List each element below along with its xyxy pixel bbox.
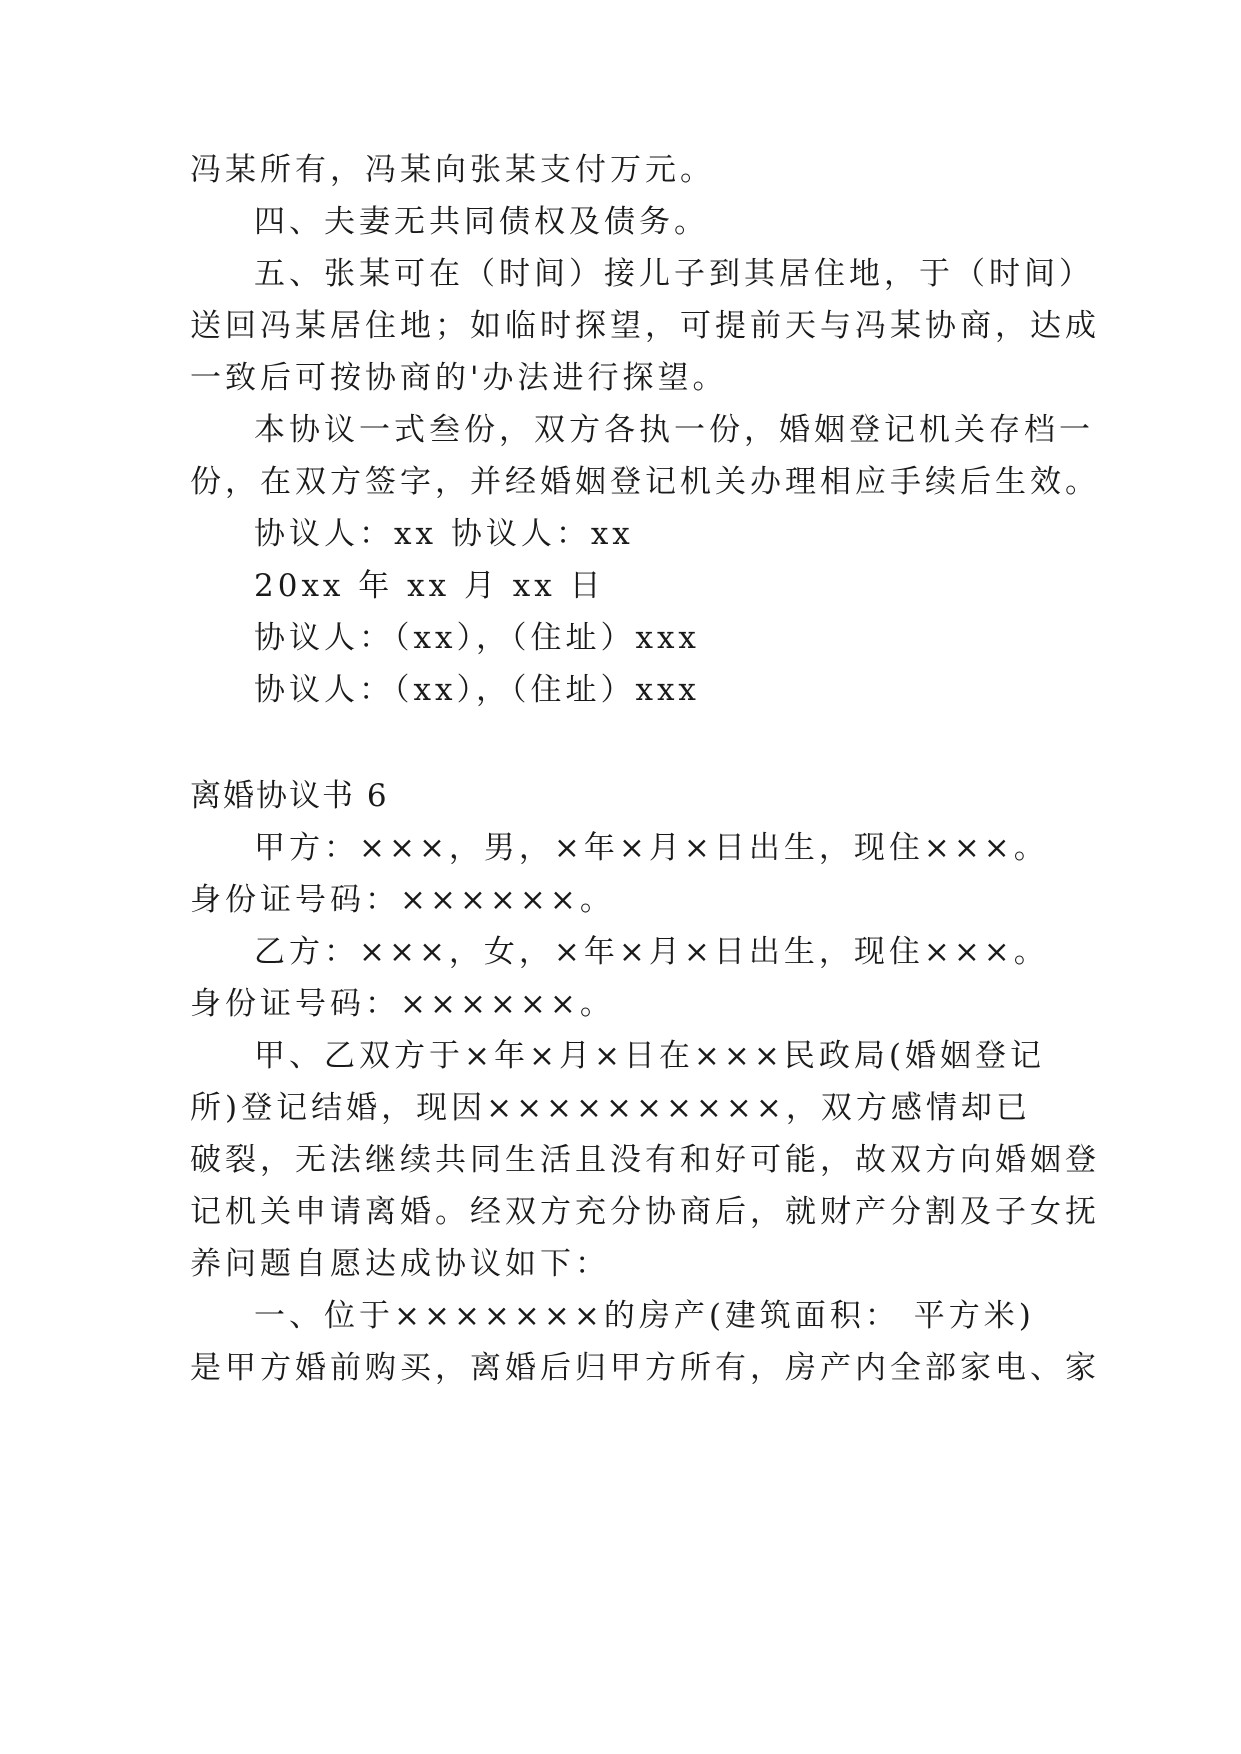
paragraph-line: 身份证号码：××××××。 [190,882,615,918]
paragraph-line: 是甲方婚前购买，离婚后归甲方所有，房产内全部家电、家 [190,1350,1100,1386]
paragraph-line: 本协议一式叁份，双方各执一份，婚姻登记机关存档一 [254,412,1094,448]
paragraph-line: 一致后可按协商的'办法进行探望。 [190,360,728,396]
paragraph-line: 甲、乙双方于×年×月×日在×××民政局(婚姻登记 [254,1038,1045,1074]
paragraph-line: 五、张某可在（时间）接儿子到其居住地，于（时间） [254,256,1094,292]
paragraph-line: 甲方：×××，男，×年×月×日出生，现住×××。 [254,830,1049,866]
paragraph-line: 四、夫妻无共同债权及债务。 [254,204,709,240]
signatory-line: 协议人：（xx），（住址）xxx [254,672,700,708]
signatory-line: 协议人：xx 协议人：xx [254,516,634,552]
paragraph-line: 冯某所有，冯某向张某支付万元。 [190,152,715,188]
paragraph-line: 乙方：×××，女，×年×月×日出生，现住×××。 [254,934,1049,970]
paragraph-line: 送回冯某居住地；如临时探望，可提前天与冯某协商，达成 [190,308,1100,344]
paragraph-line: 份，在双方签字，并经婚姻登记机关办理相应手续后生效。 [190,464,1100,500]
paragraph-line: 养问题自愿达成协议如下： [190,1246,610,1282]
paragraph-line: 破裂，无法继续共同生活且没有和好可能，故双方向婚姻登 [190,1142,1100,1178]
paragraph-line: 身份证号码：××××××。 [190,986,615,1022]
paragraph-line: 所)登记结婚，现因××××××××××，双方感情却已 [190,1090,1031,1126]
paragraph-line: 一、位于×××××××的房产(建筑面积： 平方米) [254,1298,1035,1334]
section-title: 离婚协议书 6 [190,778,389,814]
date-line: 20xx 年 xx 月 xx 日 [254,568,605,604]
paragraph-line: 记机关申请离婚。经双方充分协商后，就财产分割及子女抚 [190,1194,1100,1230]
signatory-line: 协议人：（xx），（住址）xxx [254,620,700,656]
